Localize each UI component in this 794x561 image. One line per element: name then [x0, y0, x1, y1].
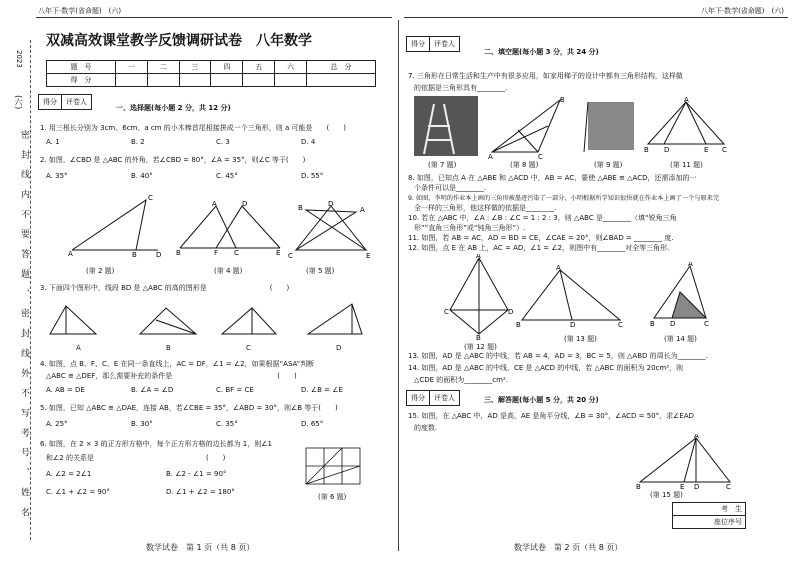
svg-text:B: B	[560, 96, 565, 104]
svg-text:D: D	[570, 321, 576, 328]
svg-text:B: B	[516, 321, 521, 328]
q3-opt-a: A	[76, 344, 81, 352]
svg-text:E: E	[680, 483, 685, 490]
q14-text: 14. 如图，AD 是 △ABC 的中线，CE 是 △ACD 的中线，若 △ABC 的面积为 20cm²，则	[408, 364, 684, 372]
score-input-cell[interactable]	[275, 74, 307, 87]
q5-opt-b: B. 30°	[131, 420, 153, 428]
q5-opt-c: C. 35°	[216, 420, 238, 428]
svg-text:A: A	[476, 254, 481, 260]
svg-text:C: C	[538, 153, 543, 160]
q8-text-cont: 个条件可以是________.	[414, 184, 487, 192]
score-cell: 四	[211, 61, 243, 74]
figure-q7-photo	[414, 96, 478, 156]
grader-name-label: 评卷人	[66, 98, 87, 106]
figure-q4-caption: (第 4 题)	[214, 267, 243, 275]
grader-box	[38, 94, 92, 110]
q5-text: 5. 如图，已知 △ABC ≌ △DAE，连接 AB，若∠CBE = 35°，∠ABD = 30°，则∠B 等于( )	[40, 404, 338, 412]
figure-q14	[650, 262, 710, 328]
svg-text:E: E	[366, 252, 371, 260]
score-table-header-row	[47, 61, 376, 74]
grader-score-label: 得分	[407, 37, 430, 51]
score-cell: 题 号	[47, 61, 116, 74]
score-input-cell[interactable]	[306, 74, 375, 87]
q10-text: 10. 若在 △ABC 中，∠A : ∠B : ∠C = 1 : 2 : 3，则 △ABC 是________（填“锐角三角	[408, 214, 677, 222]
svg-text:B: B	[132, 251, 137, 258]
score-input-cell[interactable]	[147, 74, 179, 87]
score-cell: 六	[275, 61, 307, 74]
svg-text:C: C	[726, 483, 731, 490]
svg-text:D: D	[670, 320, 676, 328]
q2-opt-d: D. 55°	[301, 172, 324, 180]
score-input-cell[interactable]	[211, 74, 243, 87]
svg-text:A: A	[360, 206, 365, 214]
q4-opt-d: D. ∠B = ∠E	[301, 386, 343, 394]
q4-text: 4. 如图，点 B、F、C、E 在同一条直线上，AC = DF，∠1 = ∠2，如果根据“ASA”判断	[40, 360, 315, 368]
svg-text:C: C	[288, 252, 293, 260]
q9-text: 9. 如图，李明的作业本上画的三角形被墨迹污染了一部分，小明根据所学知识很快就在作业本上画了一个与原来完	[408, 195, 720, 202]
side-year: 2023	[15, 50, 23, 68]
score-input-cell[interactable]	[115, 74, 147, 87]
q4-opt-b: B. ∠A = ∠D	[131, 386, 174, 394]
q15-text-cont: 的度数.	[414, 424, 438, 432]
exam-title: 双减高效课堂教学反馈调研试卷 八年数学	[46, 33, 312, 49]
q4-text-cont: △ABC ≌ △DEF，那么需要补充的条件是 ( )	[46, 372, 297, 380]
figure-q12	[444, 254, 514, 340]
score-cell: 三	[179, 61, 211, 74]
svg-text:A: A	[694, 434, 699, 440]
figure-q11-caption: (第 11 题)	[670, 161, 703, 169]
grader-box	[406, 390, 460, 406]
left-header: 八年下·数学(省命题) (六)	[38, 7, 122, 15]
figure-q2	[66, 192, 166, 258]
q1-opt-b: B. 2	[131, 138, 145, 146]
side-strip: 密 封 线 内 不 要 答 题 、 密 封 线 外 不 写 考 号 、 姓 名	[19, 130, 29, 521]
svg-text:B: B	[636, 483, 641, 490]
header-rule	[404, 17, 788, 18]
svg-text:A: A	[68, 250, 73, 258]
q4-opt-a: A. AB = DE	[46, 386, 85, 394]
q6-opt-a: A. ∠2 = 2∠1	[46, 470, 92, 478]
left-footer: 数学试卷 第 1 页（共 8 页）	[146, 543, 255, 552]
svg-text:E: E	[704, 146, 709, 154]
q7-text-cont: 的依据是三角形具有________.	[414, 84, 508, 92]
score-cell: 五	[243, 61, 275, 74]
figure-q8-caption: (第 8 题)	[510, 161, 539, 169]
ladder-icon	[414, 96, 478, 156]
svg-text:D: D	[508, 308, 514, 316]
section1-title: 一、选择题(每小题 2 分，共 12 分)	[116, 104, 231, 112]
q2-opt-a: A. 35°	[46, 172, 68, 180]
q1-opt-a: A. 1	[46, 138, 60, 146]
svg-text:B: B	[476, 334, 481, 340]
score-table	[46, 60, 376, 87]
grader-score-label: 得分	[39, 95, 62, 109]
right-footer: 数学试卷 第 2 页（共 8 页）	[514, 543, 623, 552]
grader-name-label: 评卷人	[434, 40, 455, 48]
grader-name-label: 评卷人	[434, 394, 455, 402]
svg-text:D: D	[694, 483, 700, 490]
svg-text:C: C	[148, 194, 153, 202]
svg-text:B: B	[176, 249, 181, 256]
figure-q4	[176, 200, 286, 256]
side-line	[30, 40, 31, 540]
left-page	[36, 0, 392, 561]
svg-text:A: A	[684, 96, 689, 104]
q1-text: 1. 用三根长分别为 3cm、6cm、a cm 的小木棒首尾相接拼成一个三角形，则 a 可能是 ( )	[40, 124, 346, 132]
svg-text:C: C	[704, 320, 709, 328]
figure-q6-caption: (第 6 题)	[318, 493, 347, 501]
right-header: 八年下·数学(省命题) (六)	[700, 7, 784, 15]
figure-q15	[636, 434, 736, 490]
q6-opt-d: D. ∠1 + ∠2 = 180°	[166, 488, 235, 496]
svg-text:D: D	[664, 146, 670, 154]
score-cell: 总 分	[306, 61, 375, 74]
svg-text:F: F	[214, 249, 219, 256]
q2-text: 2. 如图，∠CBD 是 △ABC 的外角，若∠CBD = 80°，∠A = 35°，则∠C 等于( )	[40, 156, 306, 164]
section2-title: 二、填空题(每小题 3 分，共 24 分)	[484, 48, 599, 56]
grader-box	[406, 36, 460, 52]
seat-number-box[interactable]	[672, 502, 746, 529]
grader-score-label: 得分	[407, 391, 430, 405]
score-input-cell[interactable]	[179, 74, 211, 87]
svg-text:C: C	[618, 321, 623, 328]
q6-text: 6. 如图，在 2 × 3 的正方形方格中，每个正方形方格的边长都为 1，则∠1	[40, 440, 272, 448]
svg-text:B: B	[650, 320, 655, 328]
figure-q9	[580, 96, 640, 156]
svg-text:B: B	[298, 204, 303, 212]
page-divider	[398, 20, 399, 551]
q6-opt-c: C. ∠1 + ∠2 = 90°	[46, 488, 110, 496]
figure-q6-grid	[304, 446, 364, 486]
q10-text-cont: 形”“直角三角形”或“钝角三角形”）.	[414, 224, 526, 232]
q11-text: 11. 如图，若 AB = AC，AD = BD = CE，∠CAE = 20°，则∠BAD = ________ 度.	[408, 234, 674, 242]
section3-title: 三、解答题(每小题 5 分，共 20 分)	[484, 396, 599, 404]
q2-opt-b: B. 40°	[131, 172, 153, 180]
score-table-score-row	[47, 74, 376, 87]
q6-text-cont: 和∠2 的关系是 ( )	[46, 454, 226, 462]
score-input-cell[interactable]	[243, 74, 275, 87]
q1-opt-c: C. 3	[216, 138, 230, 146]
figure-q13	[516, 262, 626, 328]
q6-opt-b: B. ∠2 - ∠1 = 90°	[166, 470, 227, 478]
q7-text: 7. 三角形在日常生活和生产中有很多应用，如家用梯子的设计中都有三角形结构，这样做	[408, 72, 683, 80]
figure-q3	[46, 298, 376, 344]
svg-text:D: D	[242, 200, 248, 208]
svg-text:A: A	[556, 264, 561, 272]
q9-text-cont: 全一样的三角形，他这样做的依据是________.	[414, 204, 557, 212]
svg-text:C: C	[234, 249, 239, 256]
q2-opt-c: C. 45°	[216, 172, 238, 180]
figure-q5-caption: (第 5 题)	[306, 267, 335, 275]
figure-q15-caption: (第 15 题)	[650, 491, 683, 499]
header-rule	[36, 17, 392, 18]
score-cell: 得 分	[47, 74, 116, 87]
seat-label-number: 座位序号	[714, 518, 742, 526]
figure-q13-caption: (第 13 题)	[564, 335, 597, 343]
score-cell: 一	[115, 61, 147, 74]
figure-q2-caption: (第 2 题)	[86, 267, 115, 275]
svg-text:A: A	[488, 153, 493, 160]
right-page	[404, 0, 788, 561]
q14-text-cont: △CDE 的面积为________cm².	[414, 376, 509, 384]
seat-label-examinee: 考 生	[673, 503, 745, 516]
figure-q12-caption: (第 12 题)	[464, 343, 497, 351]
svg-text:C: C	[722, 146, 727, 154]
q3-text: 3. 下面四个图形中，线段 BD 是 △ABC 的高的图形是 ( )	[40, 284, 290, 292]
q15-text: 15. 如图，在 △ABC 中，AD 是高，AE 是角平分线，∠B = 30°，∠ACD = 50°，求∠EAD	[408, 412, 695, 420]
svg-text:D: D	[156, 251, 162, 258]
side-tag: (六)	[14, 95, 23, 110]
q4-opt-c: C. BF = CE	[216, 386, 254, 394]
figure-q8	[488, 96, 568, 160]
q13-text: 13. 如图，AD 是 △ABC 的中线，若 AB = 4，AD = 3，BC = 5，则 △ABD 的周长为________.	[408, 352, 708, 360]
q3-opt-b: B	[166, 344, 171, 352]
figure-q11	[644, 96, 730, 156]
svg-text:E: E	[276, 249, 281, 256]
q12-text: 12. 如图，点 E 在 AB 上，AC = AD，∠1 = ∠2，则图中有________对全等三角形.	[408, 244, 670, 252]
q5-opt-d: D. 65°	[301, 420, 324, 428]
figure-q5	[286, 200, 376, 260]
figure-q9-caption: (第 9 题)	[594, 161, 623, 169]
score-cell: 二	[147, 61, 179, 74]
svg-text:D: D	[328, 200, 334, 208]
figure-q7-caption: (第 7 题)	[428, 161, 457, 169]
q8-text: 8. 如图，已知点 A 在 △ABE 和 △ACD 中，AB = AC，要使 △ABE ≌ △ACD，还需添加的一	[408, 174, 697, 182]
svg-text:A: A	[688, 262, 693, 268]
q1-opt-d: D. 4	[301, 138, 316, 146]
q3-opt-c: C	[246, 344, 251, 352]
q5-opt-a: A. 25°	[46, 420, 68, 428]
svg-text:A: A	[212, 200, 217, 208]
figure-q14-caption: (第 14 题)	[664, 335, 697, 343]
svg-text:B: B	[644, 146, 649, 154]
svg-text:C: C	[444, 308, 449, 316]
q3-opt-d: D	[336, 344, 342, 352]
